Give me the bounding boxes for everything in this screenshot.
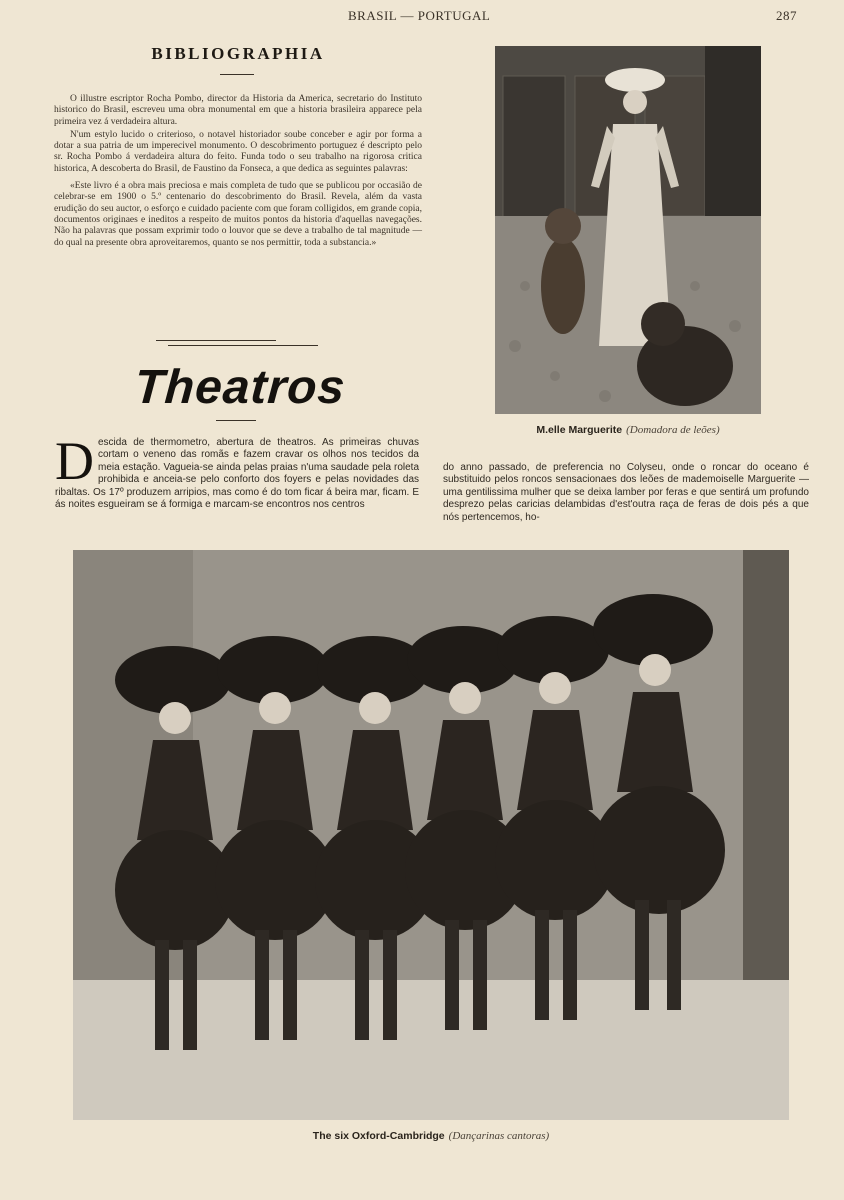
photo-six-dancers-illustration — [73, 550, 789, 1120]
running-header-title: BRASIL — PORTUGAL — [348, 8, 491, 23]
photo-marguerite-illustration — [495, 46, 761, 414]
theatros-column-1-text: escida de thermometro, abertura de theatros. As primeiras chuvas cortam o veneno das romãs e fazem cravar os olhos nos tecidos da meia estação. Vagueia-se ainda pelas praias n'uma saudade pela roleta prohibida e anceia-se pelo conforto dos foyers e pelas novidades das ribaltas. Os 17º produzem arripios, mas como é do tom ficar á beira mar, ficam. E ás noites esgueiram se á formiga e marcam-se encontros nos centros — [55, 437, 419, 511]
caption-dancers-role: (Dançarinas cantoras) — [448, 1130, 550, 1142]
photo-six-dancers — [73, 550, 789, 1120]
theatros-column-1 — [55, 431, 419, 511]
caption-marguerite-role: (Domadora de leões) — [626, 424, 720, 436]
bibliographia-heading: BIBLIOGRAPHIA — [151, 44, 325, 63]
photo-marguerite — [495, 46, 761, 414]
section-divider-second — [168, 345, 318, 346]
theatros-rule — [216, 420, 256, 421]
bibliographia-paragraph-1: O illustre escriptor Rocha Pombo, director da Historia da America, secretario do Instituto historico do Brasil, escreveu uma obra monumental em que a historia brasileira apparece pela primeira vez á verdadeira altura. — [54, 94, 422, 127]
heading-rule — [220, 74, 254, 75]
page-number: 287 — [776, 8, 797, 23]
caption-marguerite-name: M.elle Marguerite — [536, 424, 623, 436]
bibliographia-paragraph-2: N'um estylo lucido o criterioso, o notavel historiador soube conceber e agir por forma a dotar a sua patria de um imperecivel monumento. O descobrimento portuguez é descripto pelo sr. Rocha Pombo á verdadeira altura do feito. Funda todo o seu trabalho na rigorosa critica historica, A descoberta do Brasil, de Faustino da Fonseca, a que dedica as seguintes palavras: — [54, 129, 422, 174]
caption-marguerite — [495, 424, 761, 436]
theatros-heading: Theatros — [132, 361, 348, 414]
theatros-column-2: do anno passado, de preferencia no Colyseu, onde o roncar do oceano é substituido pelos roncos sensacionaes dos leões de mademoiselle Marguerite — uma gentilissima mulher que se deixa lamber por feras e que sentirá um profundo desprezo pelas caricias delambidas d'est'outra raça de feras de dois pés a que nós pertencemos, ho- — [443, 462, 809, 523]
bibliographia-article — [54, 94, 422, 251]
theatros-dropcap: D — [55, 431, 94, 491]
bibliographia-quote: «Este livro é a obra mais preciosa e mais completa de tudo que se publicou por occasião de celebrar-se em 1900 o 5.º centenario do descobrimento do Brasil. Revela, além da vasta erudição do seu auctor, o esforço e cuidado paciente com que foram colligidos, em grande copia, documentos originaes e ineditos a respeito de muitos pontos da historia d'aquellas navegações. Não ha palavras que possam exprimir todo o louvor que se deve a trabalho de tal magnitude — do qual na presente obra aproveitaremos, quanto se nos permittir, toda a substancia.» — [54, 181, 422, 248]
section-divider — [156, 340, 276, 341]
caption-dancers — [73, 1130, 789, 1142]
caption-dancers-name: The six Oxford-Cambridge — [312, 1130, 445, 1142]
